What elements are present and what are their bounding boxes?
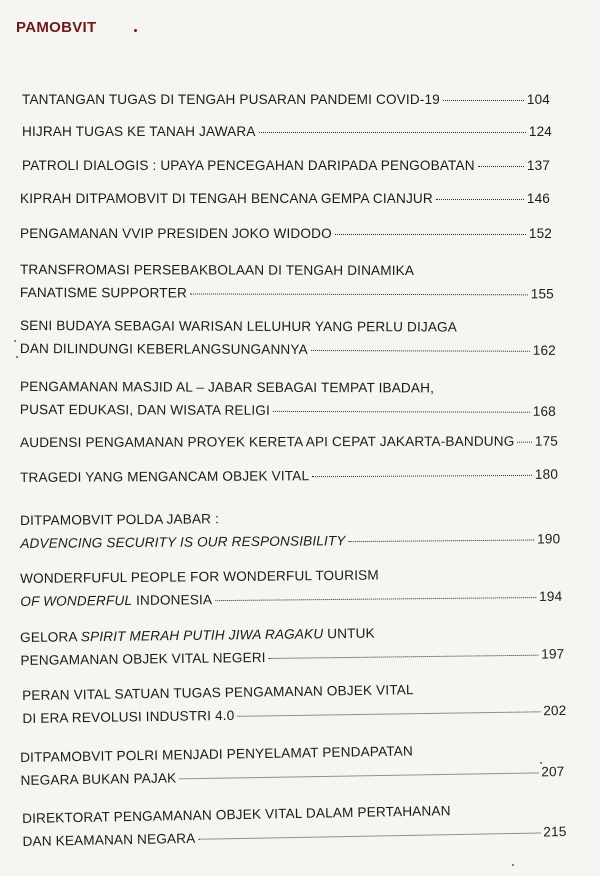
page-number: 168: [532, 403, 556, 419]
dot-leader: [517, 442, 531, 443]
dot-leader: [190, 293, 528, 295]
toc-line: [20, 340, 556, 360]
page-number: 175: [534, 433, 559, 449]
toc-line: [20, 507, 560, 530]
toc-title-text: TRAGEDI YANG MENGANCAM OBJEK VITAL: [20, 468, 310, 485]
toc-title-text: PUSAT EDUKASI, DAN WISATA RELIGI: [19, 401, 270, 418]
dot-leader: [478, 166, 524, 167]
toc-title: [22, 91, 440, 109]
dot-leader: [349, 540, 535, 543]
toc-line: [20, 401, 556, 421]
toc-line: [22, 679, 566, 705]
toc-title: [20, 401, 270, 420]
toc-title-text: PENGAMANAN VVIP PRESIDEN JOKO WIDODO: [20, 226, 332, 241]
toc-line: [20, 433, 558, 452]
toc-entry: [20, 740, 565, 790]
page-number: 180: [534, 466, 559, 482]
toc-title: [22, 802, 451, 828]
dot-leader: [311, 350, 530, 352]
toc-title-text: WONDERFUFUL PEOPLE FOR WONDERFUL TOURISM: [20, 567, 379, 586]
page-number: 190: [537, 531, 561, 547]
toc-title: [20, 532, 345, 553]
toc-line: [20, 740, 564, 767]
page-number: 137: [526, 158, 550, 173]
toc-title: [22, 123, 256, 141]
toc-title-text: PATROLI DIALOGIS : UPAYA PENCEGAHAN DARIPADA PENGOBATAN: [22, 158, 475, 173]
toc-title: [20, 261, 414, 280]
toc-line: [20, 622, 564, 647]
toc-line: [20, 284, 554, 303]
toc-entry: [20, 433, 558, 452]
toc-line: [20, 261, 554, 280]
dot-leader: [335, 234, 526, 235]
dot-leader: [198, 833, 540, 840]
toc-title-text: DAN DILINDUNGI KEBERLANGSUNGANNYA: [19, 340, 308, 358]
dot-leader: [259, 132, 526, 133]
toc-line: [22, 91, 550, 109]
toc-title-italic: ADVENCING SECURITY IS OUR RESPONSIBILITY: [20, 533, 346, 551]
page-number: 162: [532, 342, 556, 358]
toc-entry: [22, 157, 550, 175]
toc-entry: [20, 507, 560, 553]
toc-line: [20, 466, 558, 487]
toc-title-text: TRANSFROMASI PERSEBAKBOLAAN DI TENGAH DINAMIKA: [19, 262, 415, 279]
page-number: 202: [543, 702, 567, 719]
toc-title-text: INDONESIA: [132, 592, 213, 608]
toc-entry: [20, 466, 558, 487]
toc-title: [20, 769, 176, 790]
scan-speck: [512, 864, 514, 866]
toc-title-italic: SPIRIT MERAH PUTIH JIWA RAGAKU: [80, 626, 324, 645]
toc-title-text: DAN KEAMANAN NEGARA: [22, 830, 196, 849]
toc-title-text: KIPRAH DITPAMOBVIT DI TENGAH BENCANA GEMPA CIANJUR: [20, 191, 433, 206]
toc-title: [22, 681, 414, 705]
toc-title-text: HIJRAH TUGAS KE TANAH JAWARA: [22, 124, 256, 139]
toc-line: [22, 123, 552, 141]
toc-title: [20, 340, 308, 359]
dot-leader: [312, 475, 532, 477]
toc-entry: [20, 622, 564, 670]
toc-entry: [20, 261, 554, 303]
page-number: 104: [526, 92, 550, 107]
toc-line: [22, 157, 550, 175]
toc-title: [20, 567, 379, 588]
toc-title-text: TANTANGAN TUGAS DI TENGAH PUSARAN PANDEMI COVID-19: [22, 92, 440, 107]
toc-entry: [22, 800, 567, 851]
toc-entry: [20, 225, 552, 243]
dot-leader: [269, 655, 539, 659]
dot-leader: [273, 411, 530, 413]
toc-line: [22, 823, 566, 851]
dot-leader: [443, 100, 524, 101]
toc-title-text: DIREKTORAT PENGAMANAN OBJEK VITAL DALAM PERTAHANAN: [22, 803, 451, 826]
page-number: 197: [541, 646, 565, 662]
toc-title-text: DITPAMOBVIT POLRI MENJADI PENYELAMAT PENDAPATAN: [20, 743, 414, 765]
page-number: 146: [526, 191, 550, 206]
toc-title-text: DI ERA REVOLUSI INDUSTRI 4.0: [22, 707, 235, 726]
toc-entry: [22, 679, 567, 728]
toc-line: [20, 190, 550, 208]
toc-title: [20, 510, 219, 530]
toc-title: [20, 225, 332, 243]
toc-line: [20, 317, 556, 337]
toc-title-text: DITPAMOBVIT POLDA JABAR :: [20, 511, 220, 528]
page-number: 152: [528, 226, 552, 241]
toc-line: [20, 645, 564, 670]
dot-leader: [179, 772, 538, 779]
toc-title-text: PERAN VITAL SATUAN TUGAS PENGAMANAN OBJEK VITAL: [22, 682, 414, 703]
toc-title-text: PENGAMANAN MASJID AL – JABAR SEBAGAI TEMPAT IBADAH,: [19, 379, 435, 396]
toc-title: [20, 591, 212, 611]
toc-line: [20, 763, 564, 790]
toc-title-text: PENGAMANAN OBJEK VITAL NEGERI: [20, 650, 266, 668]
toc-title-text: UNTUK: [323, 625, 375, 642]
toc-entry: [20, 565, 562, 611]
toc-title: [22, 157, 475, 175]
page-number: 155: [530, 286, 554, 302]
scan-speck: [16, 356, 18, 358]
toc-line: [20, 378, 556, 398]
toc-title: [20, 284, 187, 302]
toc-line: [20, 588, 562, 611]
toc-entry: [22, 123, 552, 141]
toc-title: [20, 317, 457, 337]
toc-line: [20, 225, 552, 243]
toc-title-text: SENI BUDAYA SEBAGAI WARISAN LELUHUR YANG PERLU DIJAGA: [19, 318, 458, 335]
toc-title: [20, 625, 375, 647]
toc-title: [20, 467, 309, 487]
page-number: 215: [543, 824, 567, 840]
toc-title: [20, 649, 266, 670]
toc-title: [20, 433, 514, 452]
toc-title: [20, 378, 434, 397]
toc-entry: [20, 378, 556, 421]
toc-line: [20, 530, 560, 553]
dot-leader: [436, 199, 524, 200]
dot-leader: [215, 597, 536, 601]
toc-line: [22, 702, 566, 728]
scan-speck: [540, 762, 542, 764]
toc-title: [20, 190, 433, 208]
page-number: 194: [539, 588, 563, 605]
toc-title: [22, 830, 195, 851]
toc-entry: [20, 317, 556, 360]
toc-entry: [20, 190, 550, 208]
page-number: 124: [528, 124, 552, 139]
scan-speck: [14, 340, 16, 342]
toc-line: [20, 565, 562, 588]
toc-title-text: AUDENSI PENGAMANAN PROYEK KERETA API CEPAT JAKARTA-BANDUNG: [20, 433, 515, 450]
toc-entry: [22, 91, 550, 109]
page-header: PAMOBVIT: [16, 19, 97, 36]
page-number: 207: [541, 763, 565, 780]
dot-leader: [237, 711, 540, 716]
toc-title: [20, 742, 413, 767]
toc-title-text: GELORA: [20, 629, 81, 645]
toc-title: [22, 707, 234, 728]
toc-title-text: FANATISME SUPPORTER: [19, 284, 187, 301]
toc-title-italic: OF WONDERFUL: [20, 592, 133, 609]
toc-title-text: NEGARA BUKAN PAJAK: [20, 770, 177, 788]
